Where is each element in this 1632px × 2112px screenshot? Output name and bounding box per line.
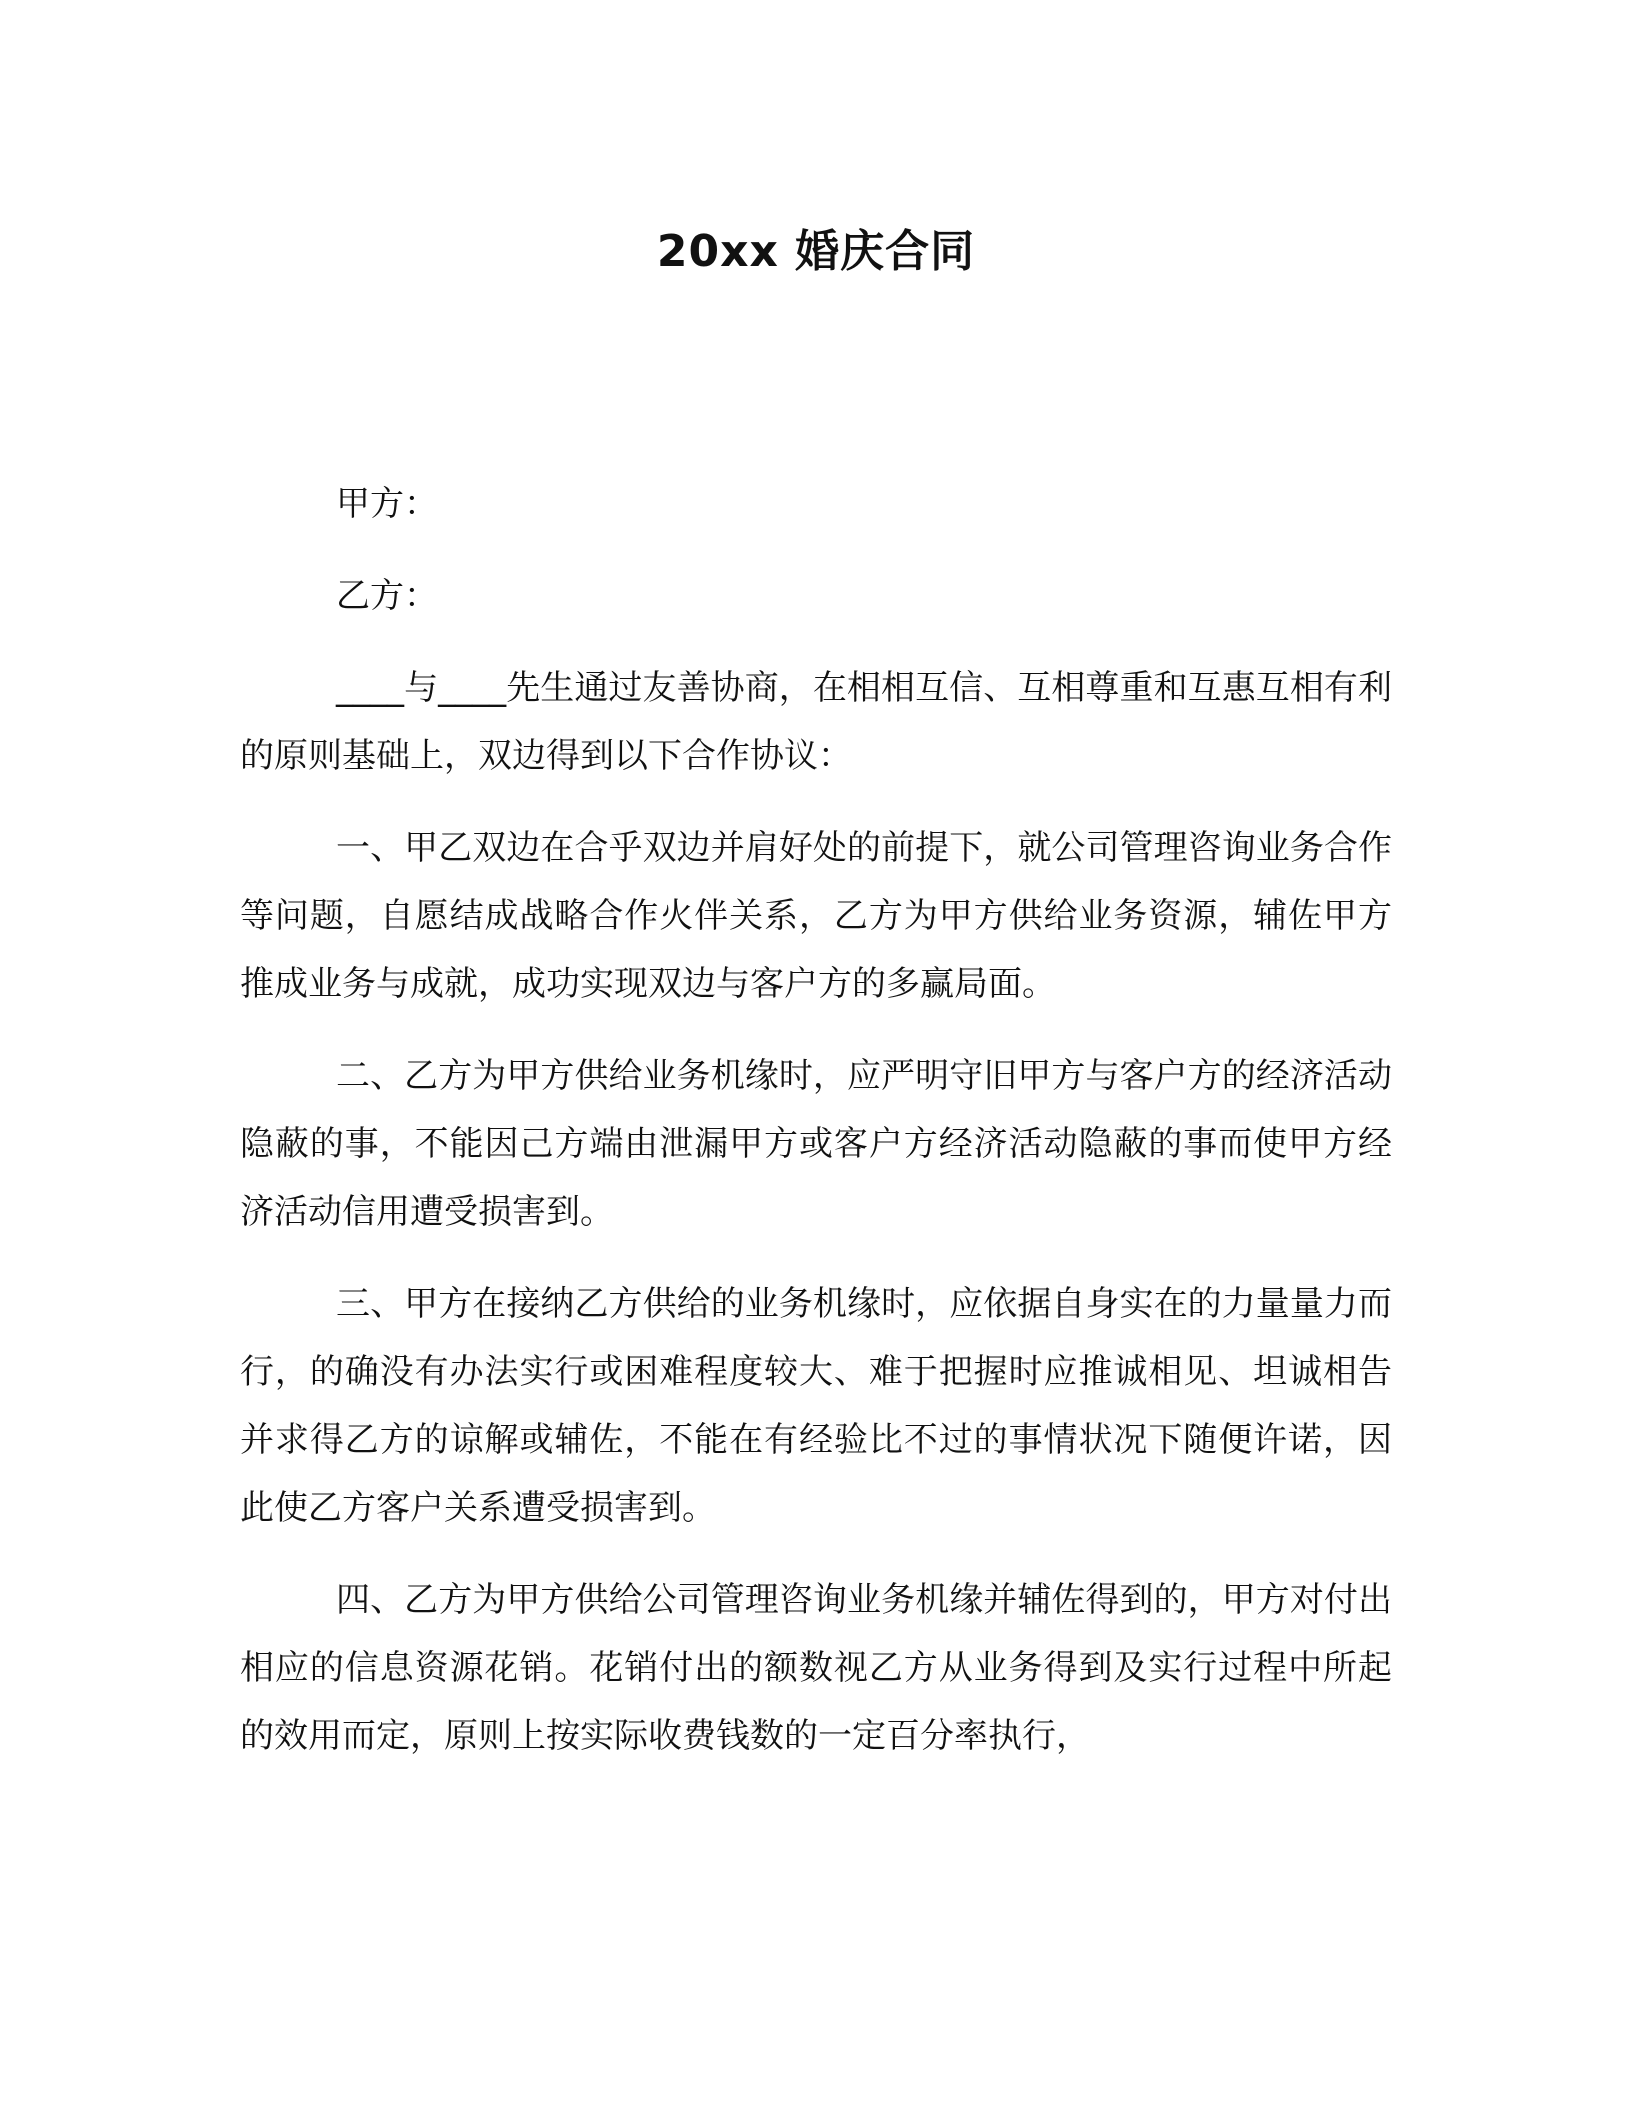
- paragraph-clause-2: 二、乙方为甲方供给业务机缘时，应严明守旧甲方与客户方的经济活动隐蔽的事，不能因己方端由泄漏甲方或客户方经济活动隐蔽的事而使甲方经济活动信用遭受损害到。: [240, 1056, 1392, 1232]
- paragraph-clause-3: 三、甲方在接纳乙方供给的业务机缘时，应依据自身实在的力量量力而行，的确没有办法实行或困难程度较大、难于把握时应推诚相见、坦诚相告并求得乙方的谅解或辅佐，不能在有经验比不过的事情状况下随便许诺，因此使乙方客户关系遭受损害到。: [240, 1284, 1392, 1528]
- document-body: [240, 470, 1392, 1794]
- party-b-label: 乙方：: [336, 576, 438, 616]
- paragraph-intro: ____与____先生通过友善协商，在相相互信、互相尊重和互惠互相有利的原则基础上，双边得到以下合作协议：: [240, 668, 1392, 776]
- paragraph-clause-4: 四、乙方为甲方供给公司管理咨询业务机缘并辅佐得到的，甲方对付出相应的信息资源花销。花销付出的额数视乙方从业务得到及实行过程中所起的效用而定，原则上按实际收费钱数的一定百分率执行，: [240, 1580, 1392, 1756]
- document-title: 20xx 婚庆合同: [656, 226, 976, 277]
- paragraph-clause-1: 一、甲乙双边在合乎双边并肩好处的前提下，就公司管理咨询业务合作等问题，自愿结成战略合作火伴关系，乙方为甲方供给业务资源，辅佐甲方推成业务与成就，成功实现双边与客户方的多赢局面。: [240, 828, 1392, 1004]
- party-a-label: 甲方：: [336, 484, 438, 524]
